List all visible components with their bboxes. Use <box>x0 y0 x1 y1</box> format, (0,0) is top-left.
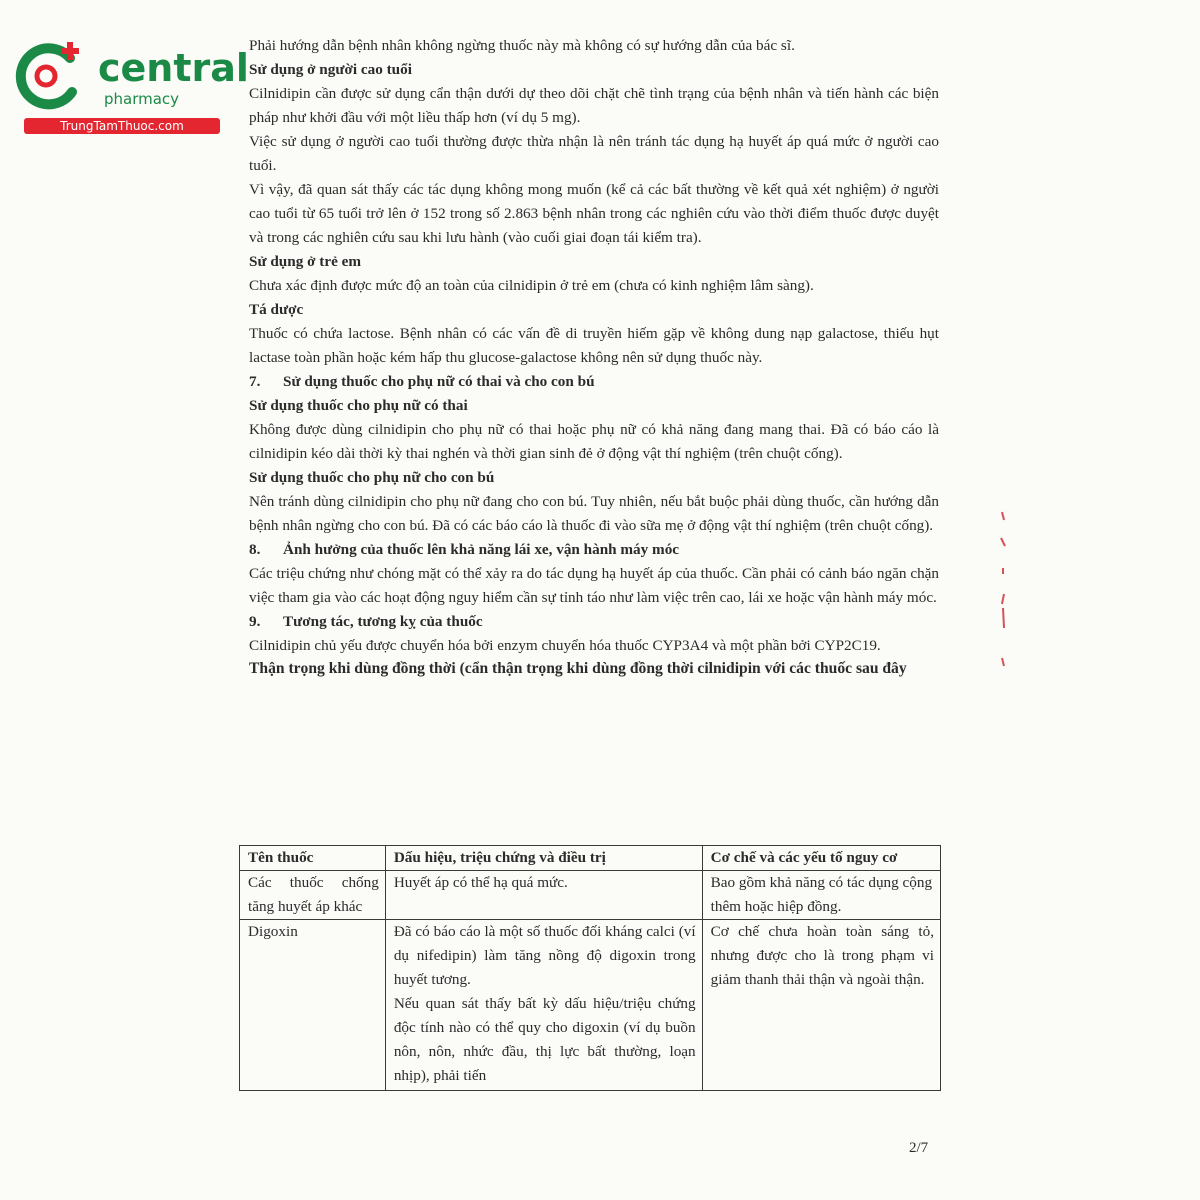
section-title: Sử dụng thuốc cho phụ nữ có thai và cho con bú <box>283 373 595 390</box>
paragraph: Không được dùng cilnidipin cho phụ nữ có thai hoặc phụ nữ có khả năng đang mang thai. Đã có báo cáo là cilnidipin kéo dài thời kỳ thai nghén và thời gian sinh đẻ ở động vật thí nghiệm (trên chuột cống). <box>249 421 939 462</box>
table-title: Thận trọng khi dùng đồng thời (cẩn thận trọng khi dùng đồng thời cilnidipin với các thuốc sau đây <box>249 660 907 677</box>
table-header-row <box>240 846 941 871</box>
section-number: 7. <box>249 373 261 390</box>
table-header: Cơ chế và các yếu tố nguy cơ <box>702 846 940 871</box>
heading-pregnant: Sử dụng thuốc cho phụ nữ có thai <box>249 397 468 414</box>
section-7-heading <box>249 370 939 394</box>
section-8-heading <box>249 538 939 562</box>
cell-paragraph: Nếu quan sát thấy bất kỳ dấu hiệu/triệu chứng độc tính nào có thể quy cho digoxin (ví dụ buồn nôn, nôn, nhức đầu, thị lực bất thường, loạn nhịp), phải tiến <box>393 995 696 1084</box>
document-body <box>249 34 939 680</box>
section-number: 8. <box>249 541 261 558</box>
stamp-marks-icon <box>998 508 1010 678</box>
heading-elderly: Sử dụng ở người cao tuổi <box>249 61 412 78</box>
section-title: Tương tác, tương kỵ của thuốc <box>283 613 483 630</box>
logo-sub-text: pharmacy <box>104 90 180 108</box>
logo-brand-text: central <box>98 46 249 90</box>
paragraph: Cilnidipin cần được sử dụng cẩn thận dưới dự theo dõi chặt chẽ tình trạng của bệnh nhân và tiến hành các biện pháp như khởi đầu với một liều thấp hơn (ví dụ 5 mg). <box>249 85 939 126</box>
table-header: Tên thuốc <box>240 846 386 871</box>
paragraph: Việc sử dụng ở người cao tuổi thường được thừa nhận là nên tránh tác dụng hạ huyết áp quá mức ở người cao tuổi. <box>249 133 939 174</box>
heading-children: Sử dụng ở trẻ em <box>249 253 362 270</box>
table-row <box>240 871 941 920</box>
table-cell: Huyết áp có thể hạ quá mức. <box>385 871 702 920</box>
paragraph: Phải hướng dẫn bệnh nhân không ngừng thuốc này mà không có sự hướng dẫn của bác sĩ. <box>249 37 795 54</box>
central-pharmacy-logo <box>12 36 249 136</box>
section-title: Ảnh hưởng của thuốc lên khả năng lái xe, vận hành máy móc <box>283 541 680 558</box>
paragraph: Thuốc có chứa lactose. Bệnh nhân có các vấn đề di truyền hiếm gặp về không dung nạp galactose, thiếu hụt lactase toàn phần hoặc kém hấp thu glucose-galactose không nên sử dụng thuốc này. <box>249 325 939 366</box>
logo-site-banner: TrungTamThuoc.com <box>24 118 220 134</box>
table-cell: Digoxin <box>240 920 386 1091</box>
table-header: Dấu hiệu, triệu chứng và điều trị <box>385 846 702 871</box>
table-row <box>240 920 941 1091</box>
paragraph: Chưa xác định được mức độ an toàn của cilnidipin ở trẻ em (chưa có kinh nghiệm lâm sàng). <box>249 277 814 294</box>
table-cell: Cơ chế chưa hoàn toàn sáng tỏ, nhưng được cho là trong phạm vi giảm thanh thải thận và ngoài thận. <box>702 920 940 1091</box>
table-cell: Bao gồm khả năng có tác dụng cộng thêm hoặc hiệp đồng. <box>702 871 940 920</box>
section-9-heading <box>249 610 939 634</box>
interaction-table <box>239 845 941 1091</box>
heading-excipient: Tá dược <box>249 301 304 318</box>
heading-lactation: Sử dụng thuốc cho phụ nữ cho con bú <box>249 469 495 486</box>
paragraph: Cilnidipin chủ yếu được chuyển hóa bởi enzym chuyển hóa thuốc CYP3A4 và một phần bởi CYP2C19. <box>249 637 881 654</box>
paragraph: Các triệu chứng như chóng mặt có thể xảy ra do tác dụng hạ huyết áp của thuốc. Cần phải có cảnh báo ngăn chặn việc tham gia vào các hoạt động nguy hiểm cần sự tỉnh táo như làm việc trên cao, lái xe hoặc vận hành máy móc. <box>249 565 939 606</box>
section-number: 9. <box>249 613 261 630</box>
table-cell <box>385 920 702 1091</box>
cell-paragraph: Đã có báo cáo là một số thuốc đối kháng calci (ví dụ nifedipin) làm tăng nồng độ digoxin trong huyết tương. <box>393 923 696 988</box>
paragraph: Vì vậy, đã quan sát thấy các tác dụng không mong muốn (kể cả các bất thường về kết quả xét nghiệm) ở người cao tuổi từ 65 tuổi trở lên ở 152 trong số 2.863 bệnh nhân trong các nghiên cứu vào thời điểm thuốc được duyệt và trong các nghiên cứu sau khi lưu hành (vào cuối giai đoạn tái kiểm tra). <box>249 181 939 246</box>
table-cell: Các thuốc chống tăng huyết áp khác <box>240 871 386 920</box>
central-logo-icon <box>12 38 88 114</box>
page-number: 2/7 <box>909 1140 929 1156</box>
paragraph: Nên tránh dùng cilnidipin cho phụ nữ đang cho con bú. Tuy nhiên, nếu bắt buộc phải dùng thuốc, cần hướng dẫn bệnh nhân ngừng cho con bú. Đã có các báo cáo là thuốc đi vào sữa mẹ ở động vật thí nghiệm (trên chuột cống). <box>249 493 939 534</box>
